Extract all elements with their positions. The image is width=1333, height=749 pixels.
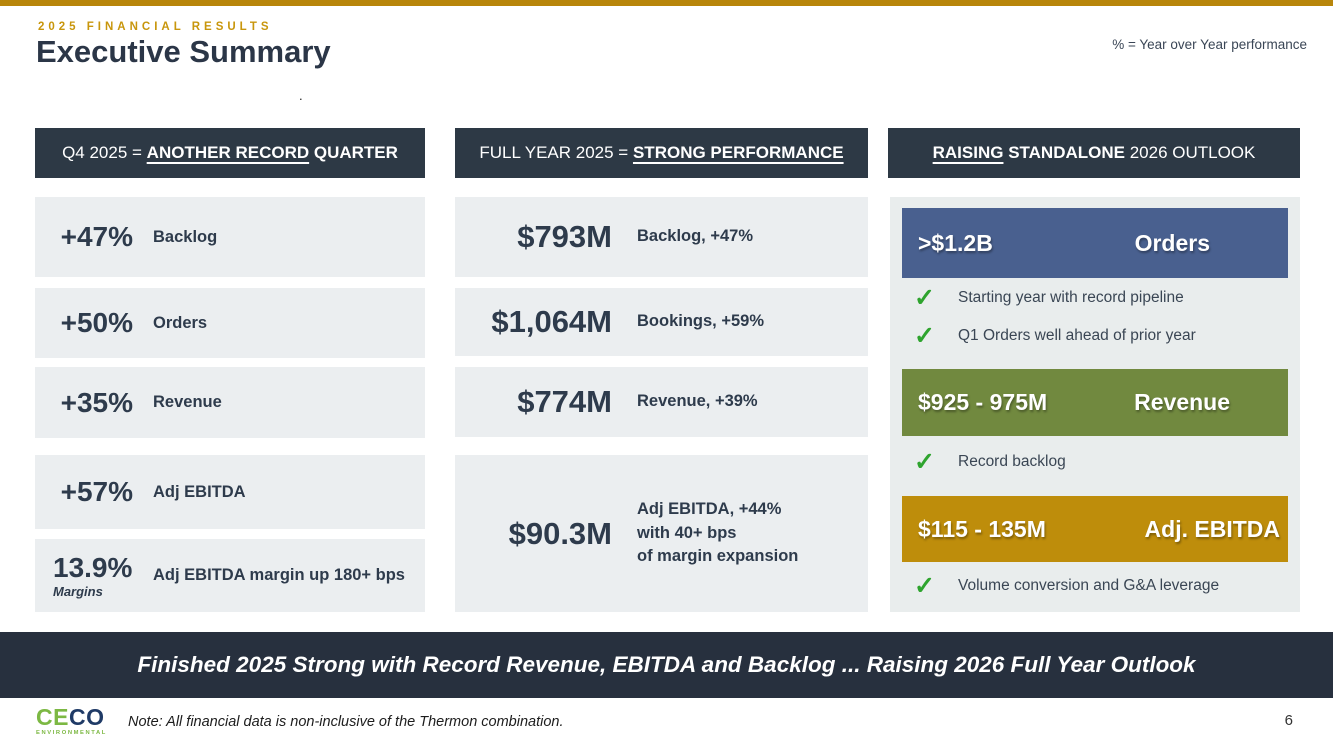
metric-value: +47% <box>60 221 133 252</box>
metric-sub-label: Margins <box>53 583 103 599</box>
band-label: Revenue <box>1134 389 1230 415</box>
check-icon: ✓ <box>914 283 935 312</box>
check-item <box>890 447 1300 477</box>
q4-row-revenue <box>35 367 425 438</box>
metric-label: Revenue <box>153 393 222 411</box>
full-year-column-header <box>455 128 868 178</box>
fy-row-revenue <box>455 367 868 437</box>
metric-value-group <box>53 551 133 599</box>
summary-banner-text: Finished 2025 Strong with Record Revenue, EBITDA and Backlog ... Raising 2026 Full Year Outlook <box>137 652 1196 677</box>
check-icon: ✓ <box>914 447 935 476</box>
check-text: Volume conversion and G&A leverage <box>958 577 1220 594</box>
band-value: >$1.2B <box>918 229 993 256</box>
outlook-header-underlined: RAISING <box>932 143 1004 162</box>
logo-co-part: CO <box>68 704 105 730</box>
band-value: $925 - 975M <box>918 389 1048 415</box>
metric-label: Backlog, +47% <box>637 227 754 246</box>
metric-value: +57% <box>60 476 133 507</box>
metric-value: $90.3M <box>508 515 612 551</box>
q4-row-margins <box>35 539 425 612</box>
fy-row-bookings <box>455 288 868 356</box>
metric-value: $1,064M <box>491 304 612 339</box>
metric-label: Backlog <box>153 227 218 246</box>
q4-row-adj-ebitda <box>35 455 425 529</box>
summary-banner <box>0 632 1333 698</box>
metric-label: Bookings, +59% <box>637 312 764 331</box>
q4-header-prefix: Q4 2025 = <box>62 143 147 162</box>
band-label: Adj. EBITDA <box>1144 515 1280 542</box>
slide-eyebrow: 2025 FINANCIAL RESULTS <box>38 21 273 33</box>
check-icon: ✓ <box>914 321 935 350</box>
footnote: Note: All financial data is non-inclusive of the Thermon combination. <box>128 714 564 730</box>
metric-label-multiline <box>637 498 798 570</box>
q4-header-underlined: ANOTHER RECORD <box>146 143 310 162</box>
metric-label: Adj EBITDA margin up 180+ bps <box>153 566 405 584</box>
yoy-definition-note: % = Year over Year performance <box>1112 37 1307 52</box>
metric-value: $774M <box>517 384 612 419</box>
fy-header-underlined: STRONG PERFORMANCE <box>632 143 844 162</box>
fy-row-backlog <box>455 197 868 277</box>
revenue-outlook-band <box>902 369 1288 436</box>
check-item <box>890 283 1300 313</box>
fy-row-adj-ebitda <box>455 455 868 612</box>
band-value: $115 - 135M <box>918 515 1046 542</box>
metric-label: Adj EBITDA <box>153 482 246 501</box>
logo-subtitle: ENVIRONMENTAL <box>36 730 107 736</box>
metric-label-line: of margin expansion <box>637 547 799 566</box>
adj-ebitda-outlook-band <box>902 496 1288 562</box>
stray-period-mark: . <box>299 88 303 103</box>
metric-label: Orders <box>153 313 208 332</box>
q4-column-header <box>35 128 425 178</box>
ceco-logo-wordmark <box>36 704 104 730</box>
page-title: Executive Summary <box>36 34 331 69</box>
check-text: Q1 Orders well ahead of prior year <box>958 327 1196 344</box>
band-label: Orders <box>1134 229 1210 256</box>
top-accent-bar <box>0 0 1333 6</box>
check-item <box>890 571 1300 601</box>
check-item <box>890 321 1300 351</box>
check-icon: ✓ <box>914 571 935 600</box>
logo-ce-part: CE <box>36 704 69 730</box>
fy-header-prefix: FULL YEAR 2025 = <box>479 143 633 162</box>
q4-header-suffix: QUARTER <box>309 143 398 162</box>
metric-label: Revenue, +39% <box>637 392 758 411</box>
q4-row-orders <box>35 288 425 358</box>
metric-value: +35% <box>60 386 133 418</box>
metric-value: +50% <box>60 307 133 338</box>
outlook-column-header <box>888 128 1300 178</box>
ceco-logo <box>36 706 107 737</box>
metric-label-line: Adj EBITDA, +44% <box>637 499 782 518</box>
metric-value: $793M <box>517 219 612 254</box>
metric-value: 13.9% <box>53 551 133 583</box>
check-text: Starting year with record pipeline <box>958 289 1184 306</box>
check-text: Record backlog <box>958 453 1066 470</box>
orders-outlook-band <box>902 208 1288 278</box>
page-number: 6 <box>1284 712 1293 729</box>
outlook-panel <box>890 197 1300 612</box>
outlook-header-bold: STANDALONE <box>1003 143 1125 162</box>
metric-label-line: with 40+ bps <box>637 523 737 542</box>
outlook-header-suffix: 2026 OUTLOOK <box>1124 143 1256 162</box>
q4-row-backlog <box>35 197 425 277</box>
